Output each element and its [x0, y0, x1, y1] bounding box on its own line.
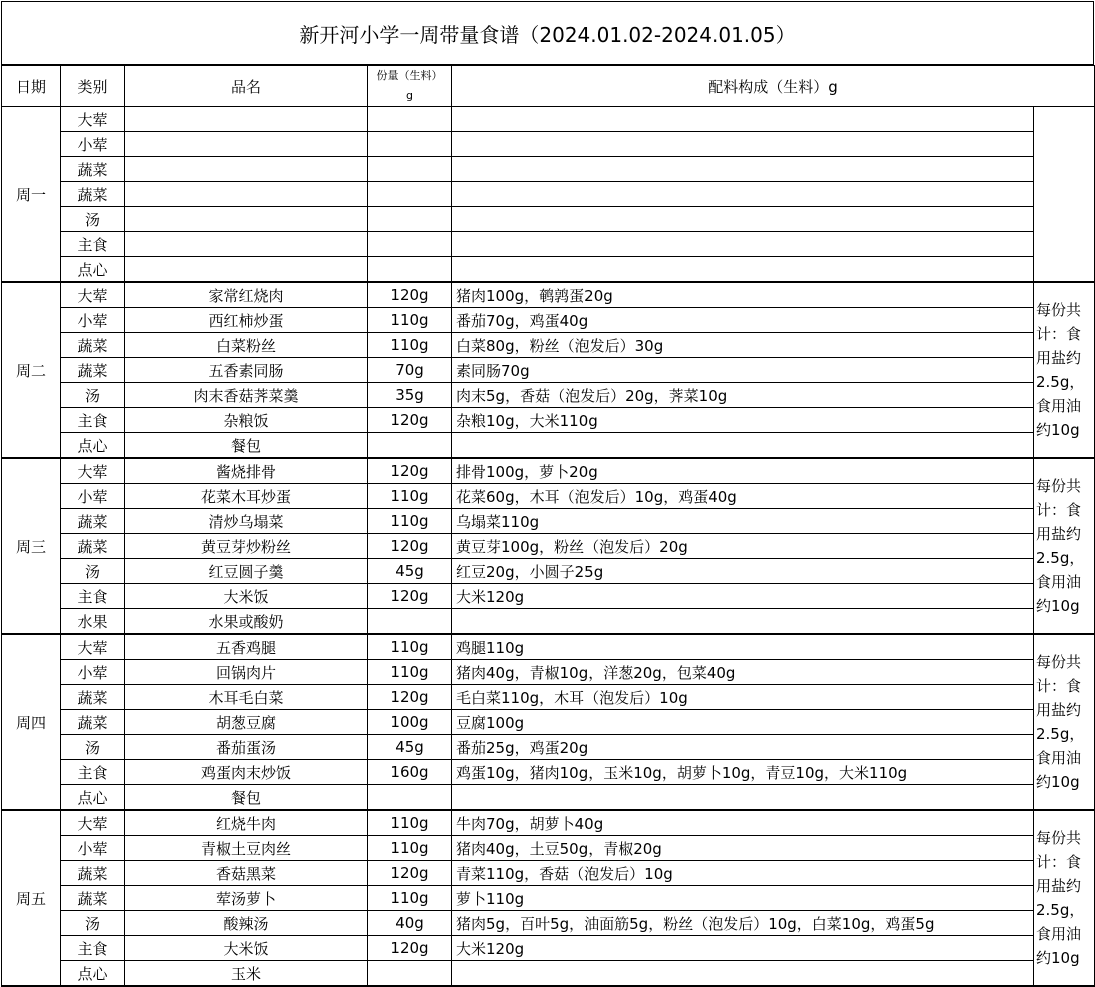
header-category: 类别 — [61, 66, 125, 107]
amount-cell — [368, 785, 452, 811]
amount-cell: 120g — [368, 936, 452, 961]
table-row — [2, 911, 1095, 936]
dish-cell: 肉末香菇荠菜羹 — [125, 383, 368, 408]
category-cell: 汤 — [61, 735, 125, 760]
category-cell: 大荤 — [61, 107, 125, 132]
ingredients-cell: 红豆20g，小圆子25g — [452, 559, 1034, 584]
dish-cell: 红烧牛肉 — [125, 810, 368, 836]
table-row — [2, 509, 1095, 534]
table-row — [2, 559, 1095, 584]
category-cell: 蔬菜 — [61, 157, 125, 182]
ingredients-cell: 牛肉70g，胡萝卜40g — [452, 810, 1034, 836]
header-amount-line1: 份量（生料） — [376, 69, 443, 82]
table-row — [2, 634, 1095, 660]
amount-cell: 110g — [368, 333, 452, 358]
menu-body — [2, 107, 1095, 987]
dish-cell: 花菜木耳炒蛋 — [125, 484, 368, 509]
ingredients-cell — [452, 609, 1034, 635]
ingredients-cell: 番茄25g，鸡蛋20g — [452, 735, 1034, 760]
amount-cell: 110g — [368, 836, 452, 861]
dish-cell — [125, 157, 368, 182]
nutrition-note: 每份共计：食用盐约2.5g，食用油约10g — [1034, 282, 1095, 458]
dish-cell: 回锅肉片 — [125, 660, 368, 685]
amount-cell: 110g — [368, 810, 452, 836]
amount-cell: 110g — [368, 308, 452, 333]
table-row — [2, 886, 1095, 911]
category-cell: 蔬菜 — [61, 358, 125, 383]
table-row — [2, 609, 1095, 635]
ingredients-cell: 素同肠70g — [452, 358, 1034, 383]
amount-cell: 120g — [368, 685, 452, 710]
table-row — [2, 710, 1095, 735]
table-row — [2, 282, 1095, 308]
category-cell: 点心 — [61, 433, 125, 459]
category-cell: 大荤 — [61, 458, 125, 484]
ingredients-cell — [452, 132, 1034, 157]
amount-cell: 120g — [368, 458, 452, 484]
dish-cell — [125, 107, 368, 132]
dish-cell: 黄豆芽炒粉丝 — [125, 534, 368, 559]
dish-cell: 木耳毛白菜 — [125, 685, 368, 710]
day-cell: 周四 — [2, 634, 61, 810]
category-cell: 小荤 — [61, 660, 125, 685]
category-cell: 蔬菜 — [61, 861, 125, 886]
dish-cell: 家常红烧肉 — [125, 282, 368, 308]
ingredients-cell: 排骨100g，萝卜20g — [452, 458, 1034, 484]
nutrition-note — [1034, 107, 1095, 283]
amount-cell: 120g — [368, 282, 452, 308]
dish-cell: 五香鸡腿 — [125, 634, 368, 660]
amount-cell — [368, 107, 452, 132]
category-cell: 蔬菜 — [61, 333, 125, 358]
table-row — [2, 408, 1095, 433]
table-row — [2, 107, 1095, 132]
dish-cell: 水果或酸奶 — [125, 609, 368, 635]
dish-cell: 杂粮饭 — [125, 408, 368, 433]
table-row — [2, 308, 1095, 333]
table-row — [2, 936, 1095, 961]
category-cell: 点心 — [61, 785, 125, 811]
table-row — [2, 836, 1095, 861]
dish-cell — [125, 132, 368, 157]
dish-cell: 荤汤萝卜 — [125, 886, 368, 911]
table-row — [2, 961, 1095, 987]
table-row — [2, 660, 1095, 685]
amount-cell — [368, 961, 452, 987]
dish-cell: 鸡蛋肉末炒饭 — [125, 760, 368, 785]
dish-cell: 五香素同肠 — [125, 358, 368, 383]
dish-cell: 白菜粉丝 — [125, 333, 368, 358]
dish-cell — [125, 232, 368, 257]
category-cell: 蔬菜 — [61, 886, 125, 911]
ingredients-cell: 青菜110g，香菇（泡发后）10g — [452, 861, 1034, 886]
table-row — [2, 861, 1095, 886]
amount-cell: 110g — [368, 660, 452, 685]
dish-cell: 酱烧排骨 — [125, 458, 368, 484]
ingredients-cell: 猪肉5g，百叶5g，油面筋5g，粉丝（泡发后）10g，白菜10g，鸡蛋5g — [452, 911, 1034, 936]
ingredients-cell — [452, 961, 1034, 987]
amount-cell: 35g — [368, 383, 452, 408]
table-row — [2, 157, 1095, 182]
dish-cell: 酸辣汤 — [125, 911, 368, 936]
category-cell: 蔬菜 — [61, 710, 125, 735]
ingredients-cell: 番茄70g，鸡蛋40g — [452, 308, 1034, 333]
amount-cell: 45g — [368, 735, 452, 760]
category-cell: 小荤 — [61, 308, 125, 333]
amount-cell — [368, 433, 452, 459]
table-row — [2, 232, 1095, 257]
ingredients-cell: 乌塌菜110g — [452, 509, 1034, 534]
amount-cell: 160g — [368, 760, 452, 785]
menu-table — [1, 65, 1095, 987]
amount-cell — [368, 609, 452, 635]
category-cell: 蔬菜 — [61, 685, 125, 710]
category-cell: 点心 — [61, 257, 125, 283]
ingredients-cell: 猪肉100g，鹌鹑蛋20g — [452, 282, 1034, 308]
table-row — [2, 534, 1095, 559]
day-cell: 周五 — [2, 810, 61, 986]
table-row — [2, 383, 1095, 408]
category-cell: 主食 — [61, 584, 125, 609]
table-row — [2, 760, 1095, 785]
dish-cell: 餐包 — [125, 785, 368, 811]
table-row — [2, 433, 1095, 459]
ingredients-cell — [452, 785, 1034, 811]
ingredients-cell: 杂粮10g，大米110g — [452, 408, 1034, 433]
category-cell: 蔬菜 — [61, 509, 125, 534]
table-row — [2, 810, 1095, 836]
page-title: 新开河小学一周带量食谱（2024.01.02-2024.01.05） — [1, 1, 1094, 65]
ingredients-cell: 肉末5g，香菇（泡发后）20g，荠菜10g — [452, 383, 1034, 408]
dish-cell: 玉米 — [125, 961, 368, 987]
category-cell: 主食 — [61, 936, 125, 961]
ingredients-cell — [452, 257, 1034, 283]
category-cell: 大荤 — [61, 810, 125, 836]
ingredients-cell: 鸡腿110g — [452, 634, 1034, 660]
dish-cell: 餐包 — [125, 433, 368, 459]
ingredients-cell — [452, 232, 1034, 257]
dish-cell — [125, 207, 368, 232]
amount-cell: 70g — [368, 358, 452, 383]
table-row — [2, 484, 1095, 509]
amount-cell: 110g — [368, 634, 452, 660]
header-row — [2, 66, 1095, 107]
table-row — [2, 785, 1095, 811]
category-cell: 主食 — [61, 760, 125, 785]
nutrition-note: 每份共计：食用盐约2.5g，食用油约10g — [1034, 634, 1095, 810]
amount-cell: 120g — [368, 584, 452, 609]
dish-cell: 红豆圆子羹 — [125, 559, 368, 584]
amount-cell: 110g — [368, 484, 452, 509]
dish-cell: 胡葱豆腐 — [125, 710, 368, 735]
category-cell: 小荤 — [61, 836, 125, 861]
amount-cell — [368, 182, 452, 207]
ingredients-cell: 大米120g — [452, 584, 1034, 609]
table-row — [2, 584, 1095, 609]
header-amount — [368, 66, 452, 107]
ingredients-cell — [452, 207, 1034, 232]
dish-cell: 番茄蛋汤 — [125, 735, 368, 760]
category-cell: 蔬菜 — [61, 182, 125, 207]
ingredients-cell: 毛白菜110g，木耳（泡发后）10g — [452, 685, 1034, 710]
dish-cell: 大米饭 — [125, 584, 368, 609]
amount-cell: 110g — [368, 886, 452, 911]
day-cell: 周一 — [2, 107, 61, 283]
table-row — [2, 182, 1095, 207]
table-row — [2, 257, 1095, 283]
ingredients-cell — [452, 157, 1034, 182]
dish-cell — [125, 182, 368, 207]
nutrition-note: 每份共计：食用盐约2.5g，食用油约10g — [1034, 810, 1095, 986]
ingredients-cell — [452, 182, 1034, 207]
ingredients-cell: 萝卜110g — [452, 886, 1034, 911]
table-row — [2, 333, 1095, 358]
table-row — [2, 458, 1095, 484]
dish-cell: 香菇黑菜 — [125, 861, 368, 886]
category-cell: 汤 — [61, 911, 125, 936]
table-row — [2, 207, 1095, 232]
amount-cell — [368, 132, 452, 157]
ingredients-cell: 豆腐100g — [452, 710, 1034, 735]
category-cell: 蔬菜 — [61, 534, 125, 559]
ingredients-cell: 白菜80g，粉丝（泡发后）30g — [452, 333, 1034, 358]
amount-cell: 120g — [368, 534, 452, 559]
dish-cell: 大米饭 — [125, 936, 368, 961]
category-cell: 点心 — [61, 961, 125, 987]
ingredients-cell: 鸡蛋10g，猪肉10g，玉米10g，胡萝卜10g，青豆10g，大米110g — [452, 760, 1034, 785]
header-dish: 品名 — [125, 66, 368, 107]
category-cell: 小荤 — [61, 484, 125, 509]
category-cell: 大荤 — [61, 282, 125, 308]
category-cell: 主食 — [61, 232, 125, 257]
table-row — [2, 132, 1095, 157]
table-row — [2, 685, 1095, 710]
ingredients-cell — [452, 107, 1034, 132]
amount-cell — [368, 257, 452, 283]
amount-cell: 100g — [368, 710, 452, 735]
category-cell: 大荤 — [61, 634, 125, 660]
category-cell: 汤 — [61, 559, 125, 584]
dish-cell: 青椒土豆肉丝 — [125, 836, 368, 861]
category-cell: 水果 — [61, 609, 125, 635]
ingredients-cell: 花菜60g，木耳（泡发后）10g，鸡蛋40g — [452, 484, 1034, 509]
ingredients-cell: 黄豆芽100g，粉丝（泡发后）20g — [452, 534, 1034, 559]
category-cell: 汤 — [61, 383, 125, 408]
category-cell: 小荤 — [61, 132, 125, 157]
dish-cell: 清炒乌塌菜 — [125, 509, 368, 534]
category-cell: 汤 — [61, 207, 125, 232]
nutrition-note: 每份共计：食用盐约2.5g，食用油约10g — [1034, 458, 1095, 634]
header-ingredients: 配料构成（生料）g — [452, 66, 1095, 107]
amount-cell — [368, 157, 452, 182]
category-cell: 主食 — [61, 408, 125, 433]
day-cell: 周二 — [2, 282, 61, 458]
dish-cell — [125, 257, 368, 283]
ingredients-cell: 大米120g — [452, 936, 1034, 961]
amount-cell — [368, 207, 452, 232]
dish-cell: 西红柿炒蛋 — [125, 308, 368, 333]
amount-cell — [368, 232, 452, 257]
header-amount-line2: g — [406, 89, 413, 102]
amount-cell: 120g — [368, 861, 452, 886]
ingredients-cell: 猪肉40g，土豆50g，青椒20g — [452, 836, 1034, 861]
amount-cell: 40g — [368, 911, 452, 936]
ingredients-cell: 猪肉40g，青椒10g，洋葱20g，包菜40g — [452, 660, 1034, 685]
table-row — [2, 358, 1095, 383]
amount-cell: 45g — [368, 559, 452, 584]
amount-cell: 110g — [368, 509, 452, 534]
amount-cell: 120g — [368, 408, 452, 433]
ingredients-cell — [452, 433, 1034, 459]
header-date: 日期 — [2, 66, 61, 107]
table-row — [2, 735, 1095, 760]
day-cell: 周三 — [2, 458, 61, 634]
